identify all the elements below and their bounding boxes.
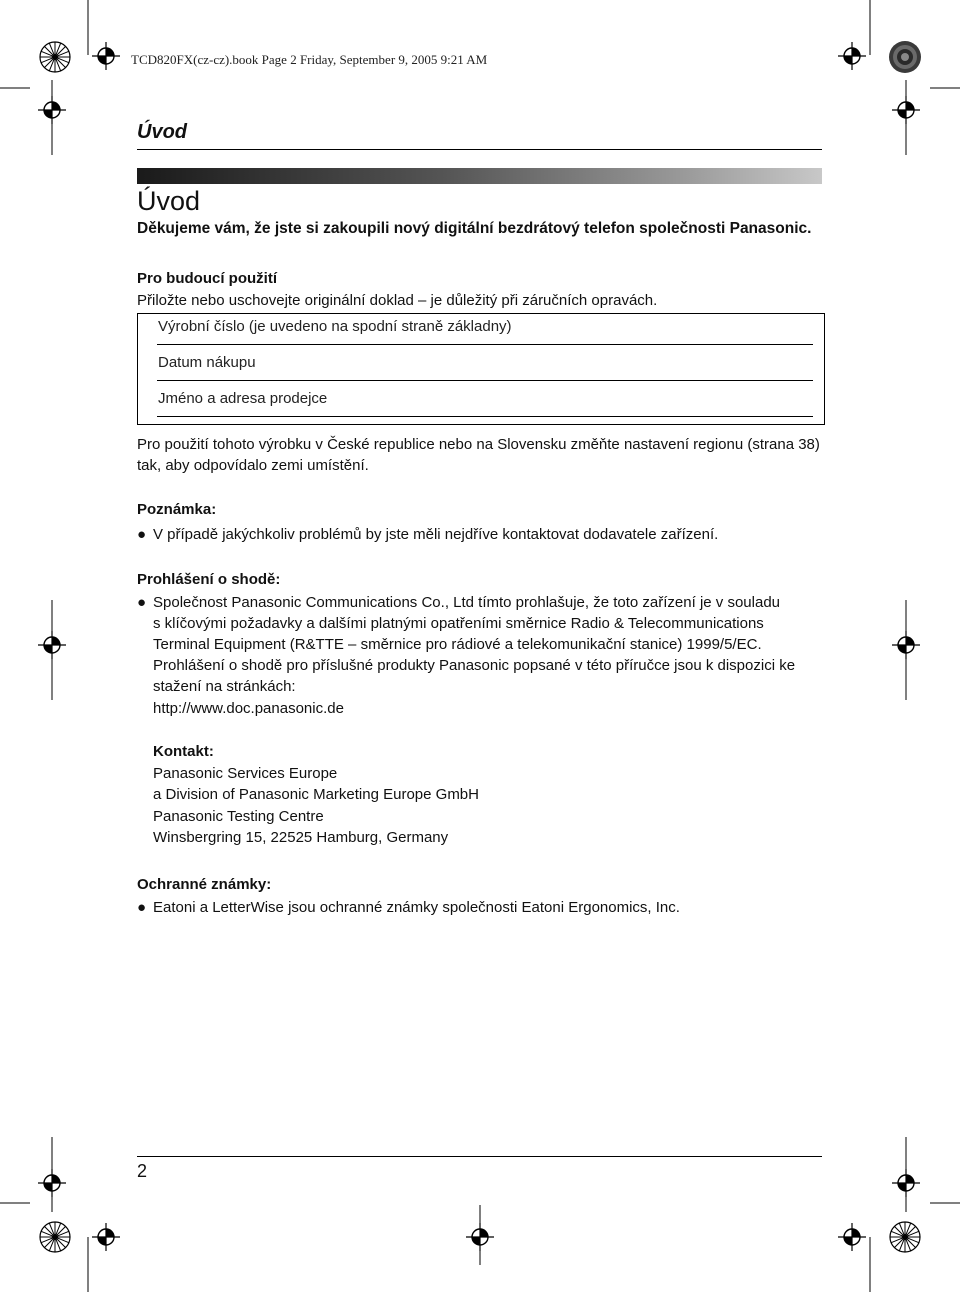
contact-line-3: Panasonic Testing Centre: [153, 808, 324, 825]
contact-heading: Kontakt:: [153, 743, 214, 760]
book-header-note: TCD820FX(cz-cz).book Page 2 Friday, September 9, 2005 9:21 AM: [131, 52, 488, 67]
bullet-icon: ●: [137, 899, 147, 916]
section-rule: [137, 149, 822, 150]
note-item: [137, 524, 718, 545]
declaration-line-2: s klíčovými požadavky a dalšími platnými opatřeními směrnice Radio & Telecommunications: [153, 615, 764, 632]
declaration-heading: Prohlášení o shodě:: [137, 571, 281, 588]
bullet-icon: ●: [137, 594, 147, 611]
intro-text: Děkujeme vám, že jste si zakoupili nový digitální bezdrátový telefon společnosti Panasonic.: [137, 220, 812, 237]
serial-number-label: Výrobní číslo (je uvedeno na spodní straně základny): [158, 318, 512, 335]
declaration-url[interactable]: http://www.doc.panasonic.de: [153, 700, 344, 717]
dealer-label: Jméno a adresa prodejce: [158, 390, 328, 407]
declaration-line-1: Společnost Panasonic Communications Co., Ltd tímto prohlašuje, že toto zařízení je v souladu: [153, 594, 781, 611]
future-use-text: Přiložte nebo uschovejte originální doklad – je důležitý při záručních opravách.: [137, 292, 658, 309]
footer-rule: [137, 1156, 822, 1157]
future-use-heading: Pro budoucí použití: [137, 270, 277, 287]
declaration-line-3: Terminal Equipment (R&TTE – směrnice pro rádiové a telekomunikační stanice) 1999/5/EC.: [153, 636, 762, 653]
gradient-bar: [137, 168, 822, 184]
declaration-line-4: Prohlášení o shodě pro příslušné produkty Panasonic popsané v této příručce jsou k dispozici ke: [153, 657, 796, 674]
declaration-item: [137, 592, 780, 613]
trademarks-item: [137, 897, 680, 918]
page-title: Úvod: [137, 186, 201, 216]
dealer-row: [157, 386, 813, 417]
contact-line-4: Winsbergring 15, 22525 Hamburg, Germany: [153, 829, 449, 846]
contact-line-2: a Division of Panasonic Marketing Europe GmbH: [153, 786, 479, 803]
purchase-date-row: [157, 350, 813, 381]
purchase-date-label: Datum nákupu: [158, 354, 256, 371]
contact-line-1: Panasonic Services Europe: [153, 765, 338, 782]
page-number: 2: [137, 1161, 148, 1181]
note-heading: Poznámka:: [137, 501, 217, 518]
section-title: Úvod: [137, 121, 187, 143]
declaration-line-5: stažení na stránkách:: [153, 678, 296, 695]
region-note-line-2: tak, aby odpovídalo zemi umístění.: [137, 457, 369, 474]
serial-number-row: [157, 314, 813, 345]
purchase-record-box: [137, 313, 825, 425]
note-item-text: V případě jakýchkoliv problémů by jste měli nejdříve kontaktovat dodavatele zařízení.: [153, 526, 719, 543]
region-note-line-1: Pro použití tohoto výrobku v České republice nebo na Slovensku změňte nastavení regionu (strana 38): [137, 436, 820, 453]
trademarks-heading: Ochranné známky:: [137, 876, 272, 893]
trademarks-item-text: Eatoni a LetterWise jsou ochranné známky společnosti Eatoni Ergonomics, Inc.: [153, 899, 680, 916]
bullet-icon: ●: [137, 526, 147, 543]
